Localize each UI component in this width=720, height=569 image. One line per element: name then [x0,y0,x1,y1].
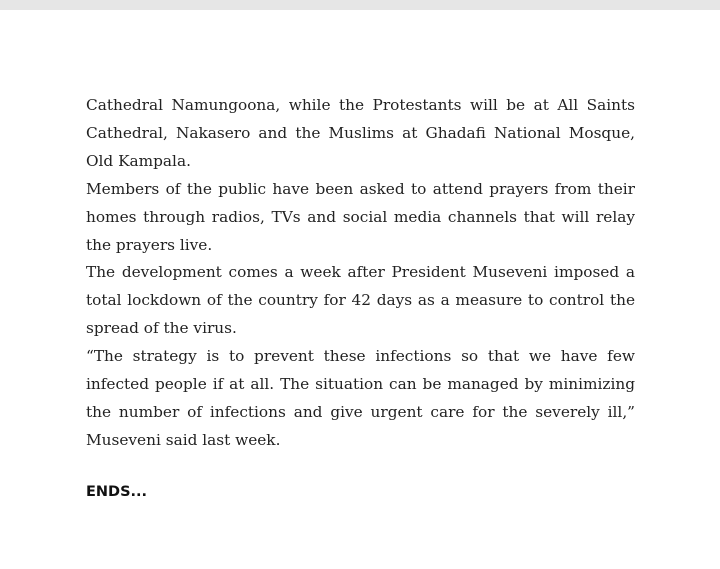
paragraph-public-prayers: Members of the public have been asked to attend prayers from their homes through radios, TVs and social media channels that will relay the prayers live. [86,179,635,254]
article-end-marker: ENDS... [86,484,148,500]
article-body [86,92,635,455]
paragraph-lockdown: The development comes a week after President Museveni imposed a total lockdown of the country for 42 days as a measure to control the spread of the virus. [86,263,635,338]
paragraph-cathedral-locations: Cathedral Namungoona, while the Protestants will be at All Saints Cathedral, Nakasero and the Muslims at Ghadafi National Mosque, Old Kampala. [86,96,635,170]
top-scroll-edge [0,0,720,10]
paragraph-museveni-quote: “The strategy is to prevent these infections so that we have few infected people if at all. The situation can be managed by minimizing the number of infections and give urgent care for the severely ill,” Museveni said last week. [86,347,635,449]
